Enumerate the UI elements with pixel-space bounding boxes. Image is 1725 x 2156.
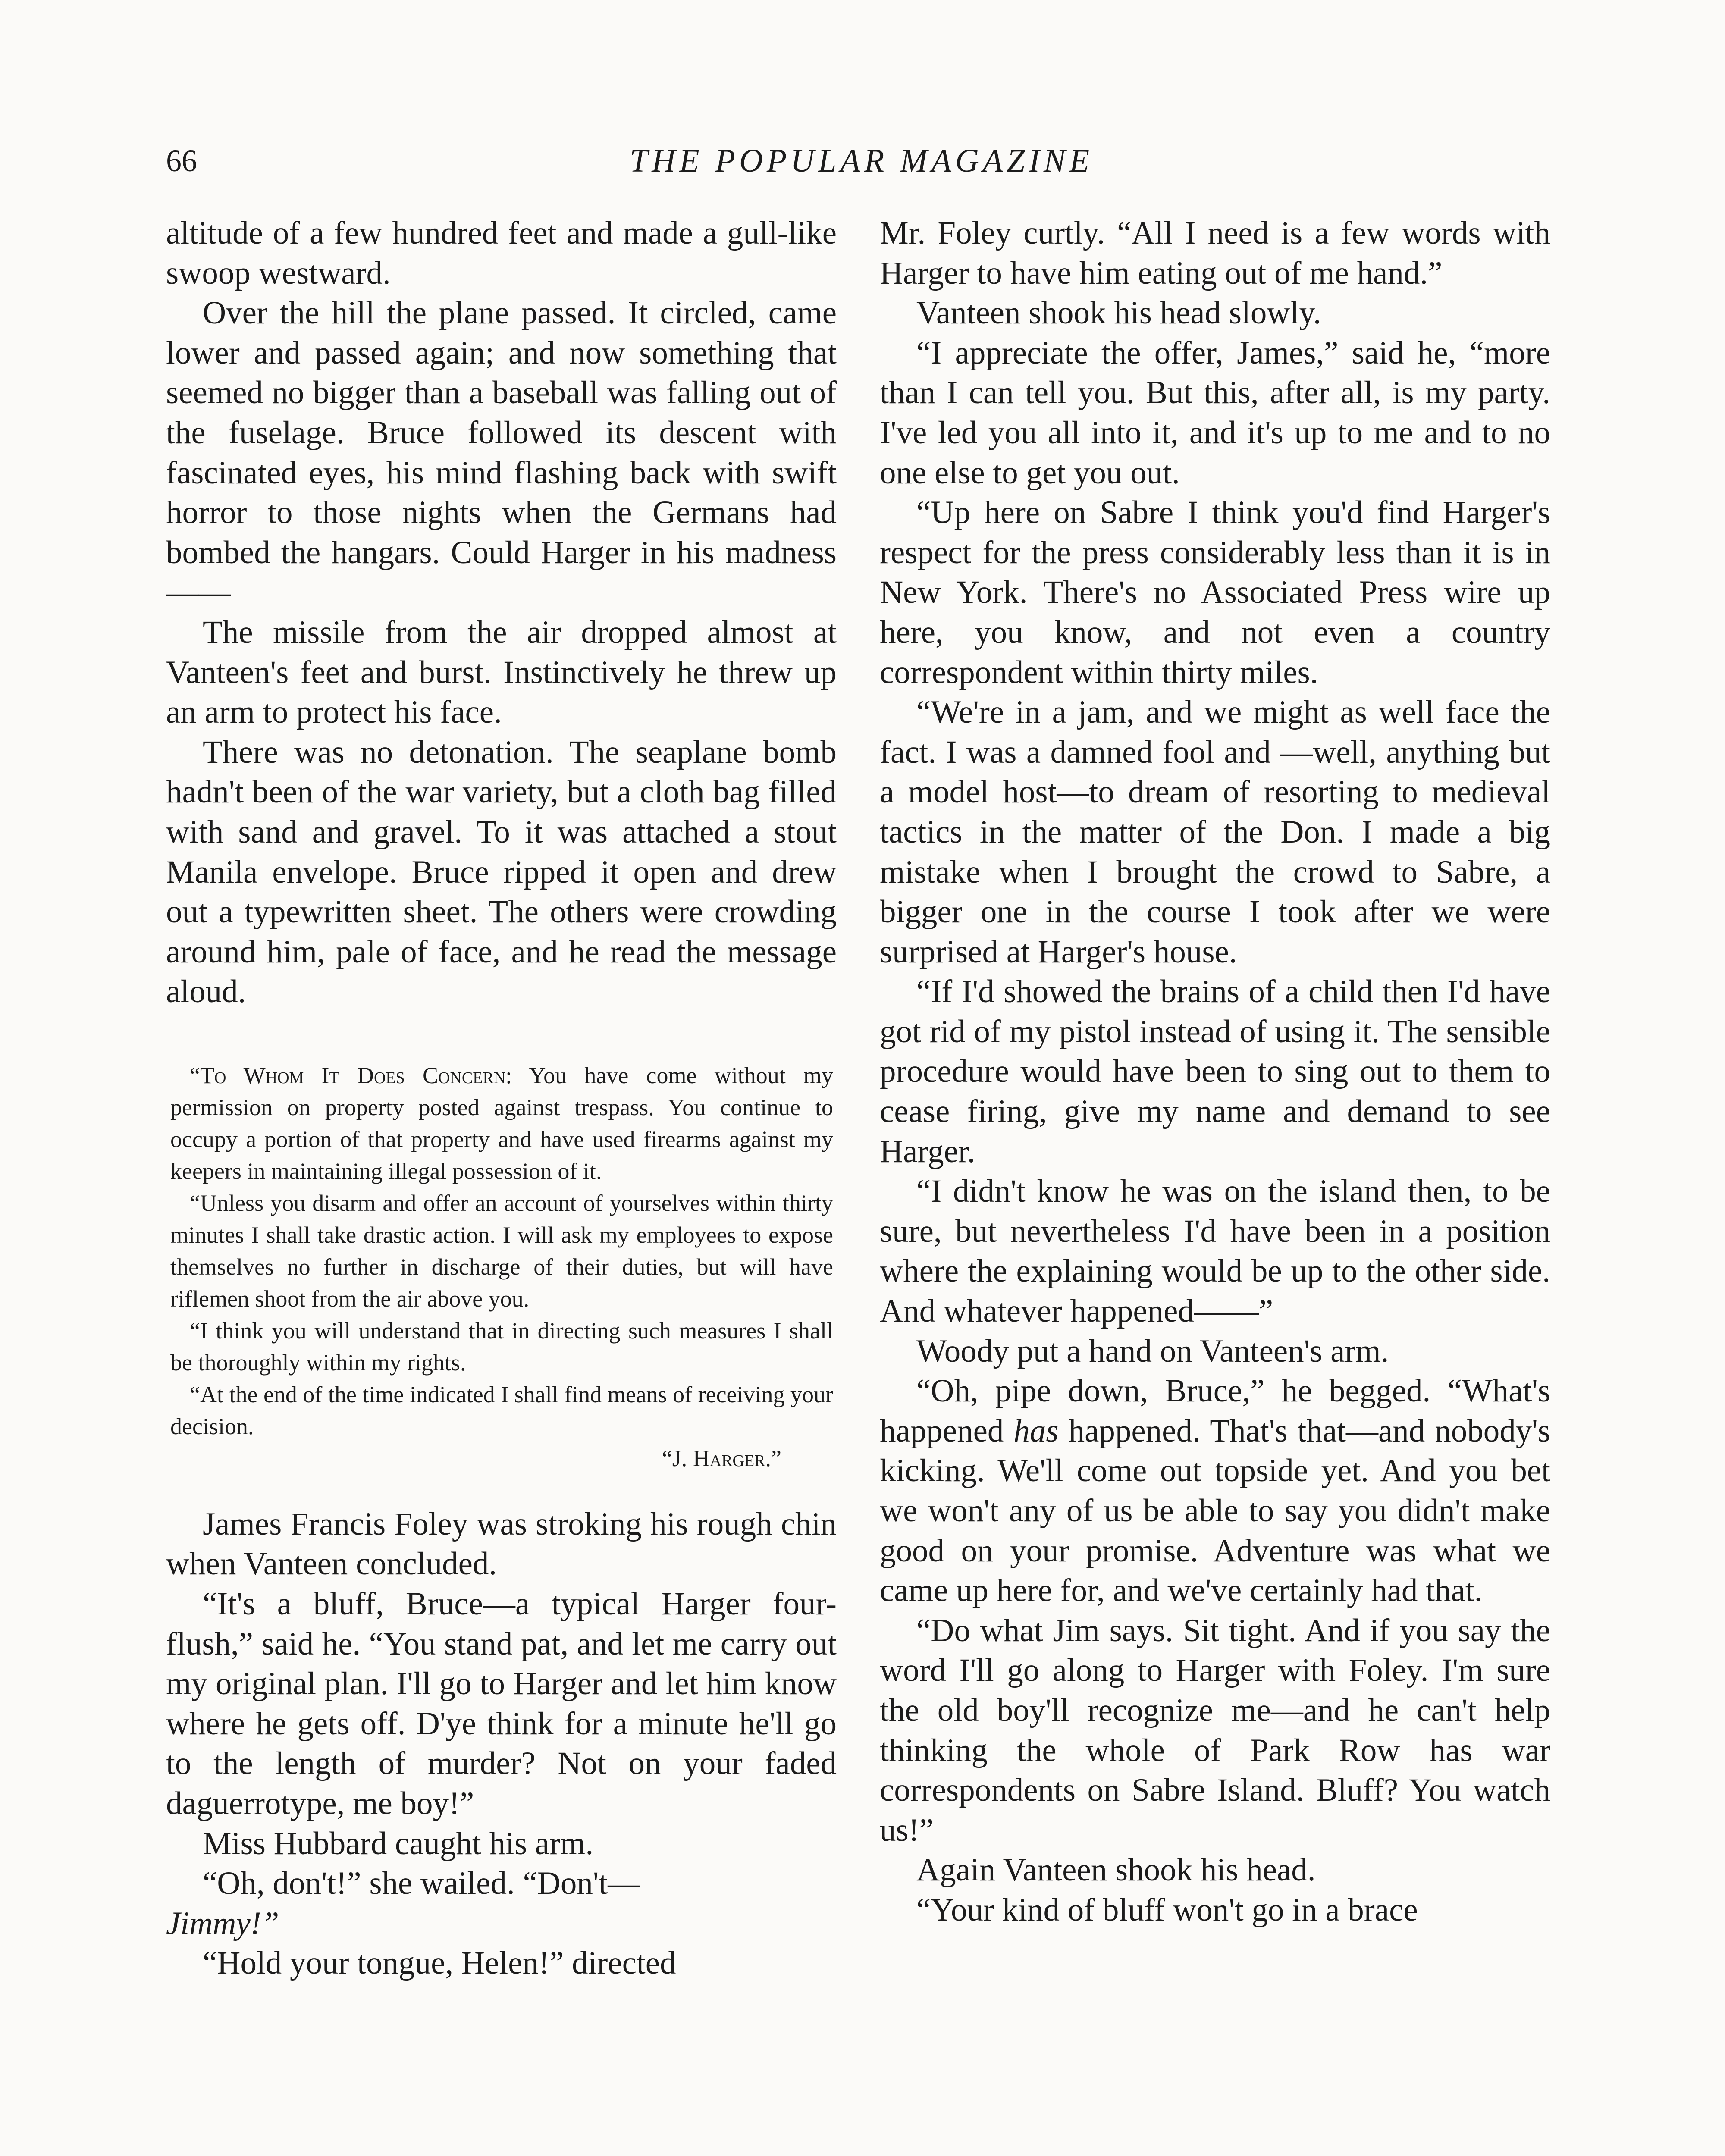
italic-text: Jimmy!” [166, 1905, 279, 1941]
paragraph: “If I'd showed the brains of a child then I'd have got rid of my pistol instead of using it. The sensible procedure would have been to sing out to them to cease firing, give my name and demand to see Harger. [880, 974, 1550, 1169]
paragraph: “I appreciate the offer, James,” said he, “more than I can tell you. But this, after all, is my party. I've led you all into it, and it's up to me and to no one else to get you out. [880, 335, 1550, 491]
paragraph: Miss Hubbard caught his arm. [203, 1825, 594, 1861]
paragraph: altitude of a few hundred feet and made a gull-like swoop westward. [166, 215, 837, 291]
letter-text: You have come without my permission on property posted against trespass. You continue to occupy a portion of that property and have used firearms against my keepers in maintaining illegal possession of it. [170, 1062, 833, 1184]
paragraph-text: happened. That's that—and nobody's kicking. We'll come out topside yet. And you bet we won't any of us be able to say you didn't make good on your promise. Adventure was what we came up here for, and we've certainly had that. [880, 1413, 1550, 1609]
paragraph: Mr. Foley curtly. “All I need is a few words with Harger to have him eating out of me hand.” [880, 215, 1550, 291]
paragraph: “Up here on Sabre I think you'd find Harger's respect for the press considerably less than it is in New York. There's no Associated Press wire up here, you know, and not even a country correspondent within thirty miles. [880, 495, 1550, 690]
page-number: 66 [166, 144, 197, 178]
paragraph [166, 1864, 837, 1943]
paragraph: James Francis Foley was stroking his rough chin when Vanteen concluded. [166, 1506, 837, 1582]
running-title: THE POPULAR MAGAZINE [629, 143, 1094, 179]
letter-paragraph: “Unless you disarm and offer an account of yourselves within thirty minutes I shall take drastic action. I will ask my employees to expose themselves no further in discharge of their duties, but will have riflemen shoot from the air above you. [170, 1190, 833, 1312]
harger-letter [166, 1059, 837, 1474]
paragraph: “I didn't know he was on the island then, to be sure, but nevertheless I'd have been in a position where the explaining would be up to the other side. And whatever happened——” [880, 1173, 1550, 1329]
letter-paragraph [170, 1059, 833, 1187]
paragraph: “We're in a jam, and we might as well face the fact. I was a damned fool and —well, anything but a model host—to dream of resorting to medieval tactics in the matter of the Don. I made a big mistake when I brought the crowd to Sabre, a bigger one in the course I took after we were surprised at Harger's house. [880, 694, 1550, 970]
letter-signature: “J. Harger.” [662, 1445, 781, 1471]
right-column [880, 213, 1550, 2156]
left-column [166, 213, 837, 2156]
paragraph: Woody put a hand on Vanteen's arm. [916, 1333, 1389, 1369]
paragraph: There was no detonation. The seaplane bomb hadn't been of the war variety, but a cloth bag filled with sand and gravel. To it was attached a stout Manila envelope. Bruce ripped it open and drew out a typewritten sheet. The others were crowding around him, pale of face, and he read the message aloud. [166, 734, 837, 1010]
paragraph: “It's a bluff, Bruce—a typical Harger four-flush,” said he. “You stand pat, and let me carry out my original plan. I'll go to Harger and let him know where he gets off. D'ye think for a minute he'll go to the length of murder? Not on your faded daguerrotype, me boy!” [166, 1586, 837, 1822]
paragraph: Vanteen shook his head slowly. [916, 295, 1321, 331]
paragraph: “Your kind of bluff won't go in a brace [916, 1892, 1418, 1928]
paragraph: “Hold your tongue, Helen!” directed [203, 1945, 676, 1981]
italic-text: has [1013, 1413, 1059, 1449]
paragraph: The missile from the air dropped almost at Vanteen's feet and burst. Instinctively he threw up an arm to protect his face. [166, 614, 837, 730]
paragraph [880, 1371, 1550, 1611]
letter-paragraph: “I think you will understand that in directing such measures I shall be thoroughly within my rights. [170, 1317, 833, 1376]
letter-salutation: “To Whom It Does Concern: [190, 1062, 512, 1088]
paragraph: Again Vanteen shook his head. [916, 1852, 1316, 1888]
paragraph: Over the hill the plane passed. It circled, came lower and passed again; and now something that seemed no bigger than a baseball was falling out of the fuselage. Bruce followed its descent with fascinated eyes, his mind flashing back with swift horror to those nights when the Germans had bombed the hangars. Could Harger in his madness—— [166, 295, 837, 611]
paragraph-text: “Oh, pipe down, Bruce,” he begged. “What's happened [880, 1373, 1550, 1449]
paragraph-text: “Oh, don't!” she wailed. “Don't— [203, 1865, 640, 1902]
letter-paragraph: “At the end of the time indicated I shall find means of receiving your decision. [170, 1381, 834, 1439]
paragraph: “Do what Jim says. Sit tight. And if you say the word I'll go along to Harger with Foley. I'm sure the old boy'll recognize me—and he can't help thinking the whole of Park Row has war correspondents on Sabre Island. Bluff? You watch us!” [880, 1612, 1550, 1848]
page-header [166, 137, 1557, 185]
